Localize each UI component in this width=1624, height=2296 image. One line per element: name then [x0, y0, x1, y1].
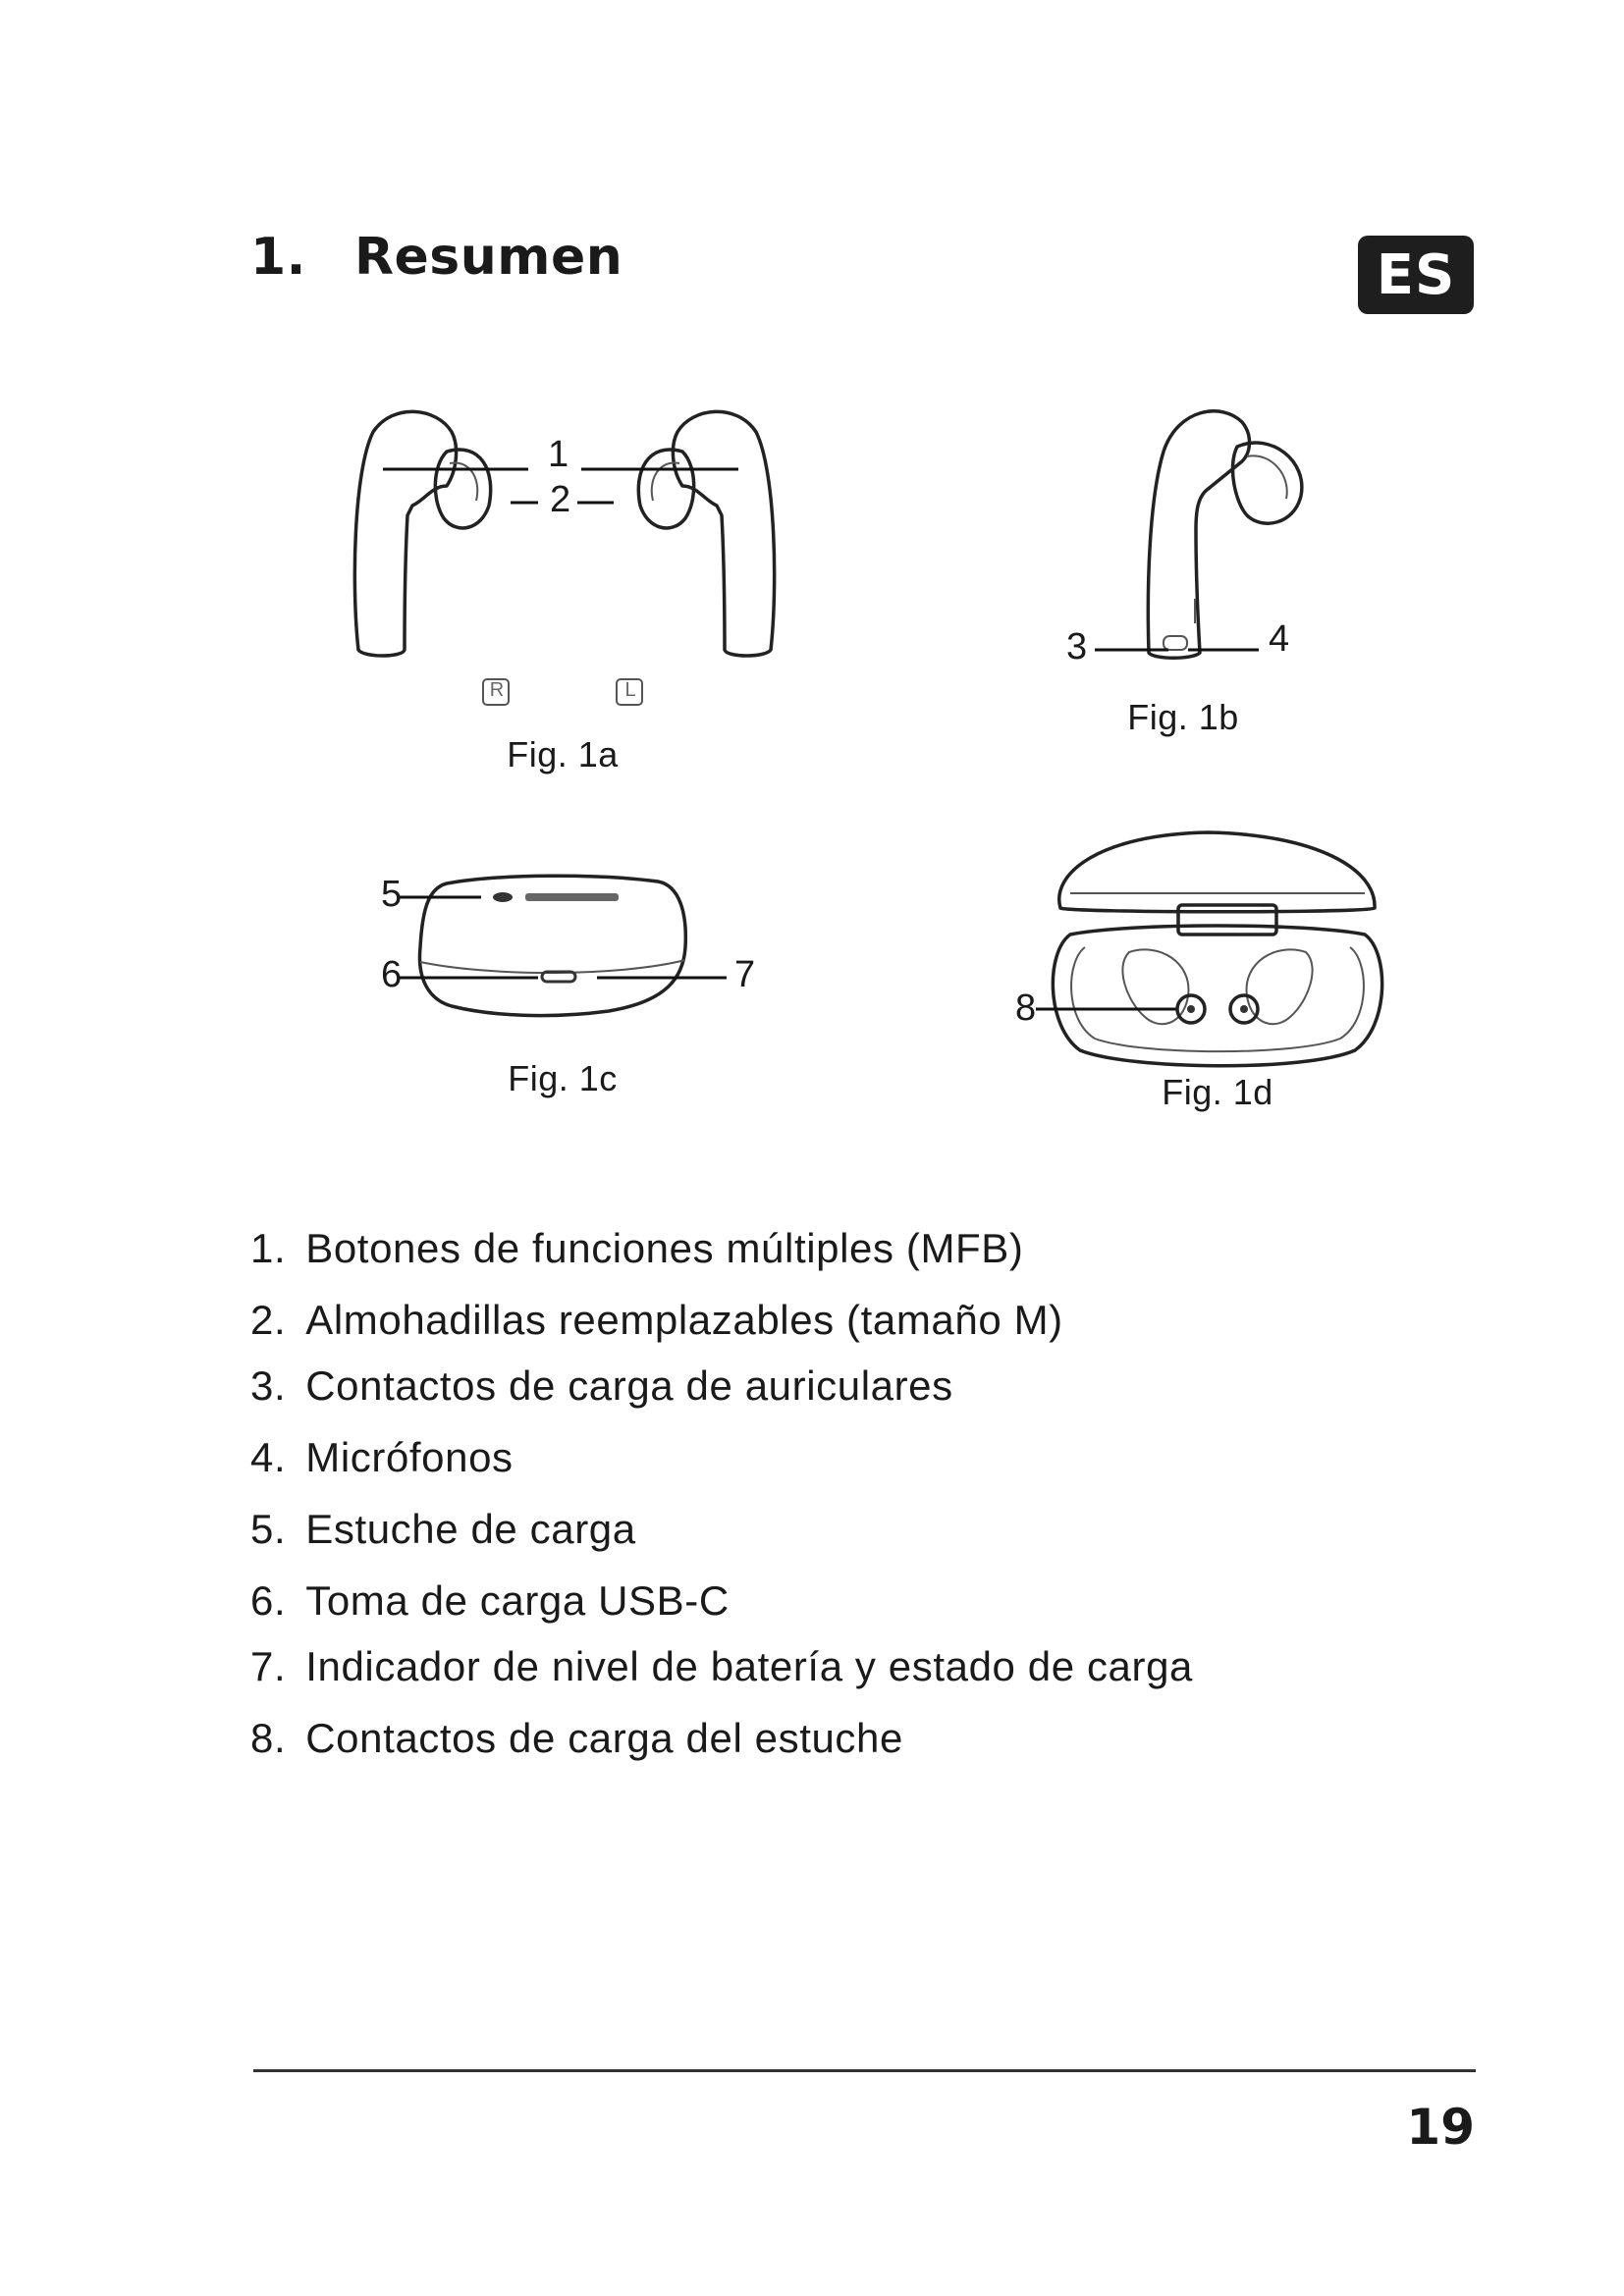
- callout-7: 7: [734, 954, 756, 995]
- figure-1b: [1051, 393, 1365, 756]
- earbuds-pair-illustration: [334, 393, 805, 687]
- legend-item-3: 3. Contactos de carga de auriculares: [250, 1362, 953, 1409]
- callout-8: 8: [1015, 988, 1037, 1029]
- figure-1c-caption: Fig. 1c: [508, 1058, 618, 1098]
- callout-2: 2: [550, 479, 571, 520]
- figure-1a-caption: Fig. 1a: [507, 734, 619, 774]
- side-mark-right: R: [489, 679, 505, 701]
- figure-1d-caption: Fig. 1d: [1162, 1072, 1273, 1112]
- section-number: 1.: [250, 228, 306, 287]
- legend-item-2: 2. Almohadillas reemplazables (tamaño M): [250, 1297, 1063, 1343]
- section-heading: [250, 228, 623, 287]
- legend-item-5: 5. Estuche de carga: [250, 1506, 636, 1552]
- legend-item-1: 1. Botones de funciones múltiples (MFB): [250, 1225, 1024, 1271]
- footer-divider: [253, 2069, 1476, 2072]
- side-mark-left: L: [624, 679, 636, 701]
- page-number: 19: [1406, 2099, 1475, 2156]
- legend-item-8: 8. Contactos de carga del estuche: [250, 1715, 903, 1761]
- charging-case-closed-illustration: [373, 854, 766, 1031]
- callout-4: 4: [1269, 618, 1290, 660]
- section-title: Resumen: [354, 228, 623, 287]
- single-earbud-illustration: [1051, 393, 1365, 667]
- figure-1a: [334, 393, 805, 785]
- callout-5: 5: [381, 874, 403, 915]
- callout-3: 3: [1066, 626, 1088, 667]
- charging-case-open-illustration: [1011, 815, 1404, 1070]
- figure-1d: [1011, 815, 1404, 1139]
- callout-6: 6: [381, 954, 403, 995]
- callout-1: 1: [548, 434, 569, 475]
- figure-1b-caption: Fig. 1b: [1127, 697, 1239, 737]
- language-badge: ES: [1358, 236, 1474, 314]
- legend-item-6: 6. Toma de carga USB-C: [250, 1577, 730, 1624]
- figure-1c: [373, 854, 766, 1129]
- legend-item-7: 7. Indicador de nivel de batería y estado de carga: [250, 1643, 1194, 1689]
- legend-item-4: 4. Micrófonos: [250, 1434, 514, 1480]
